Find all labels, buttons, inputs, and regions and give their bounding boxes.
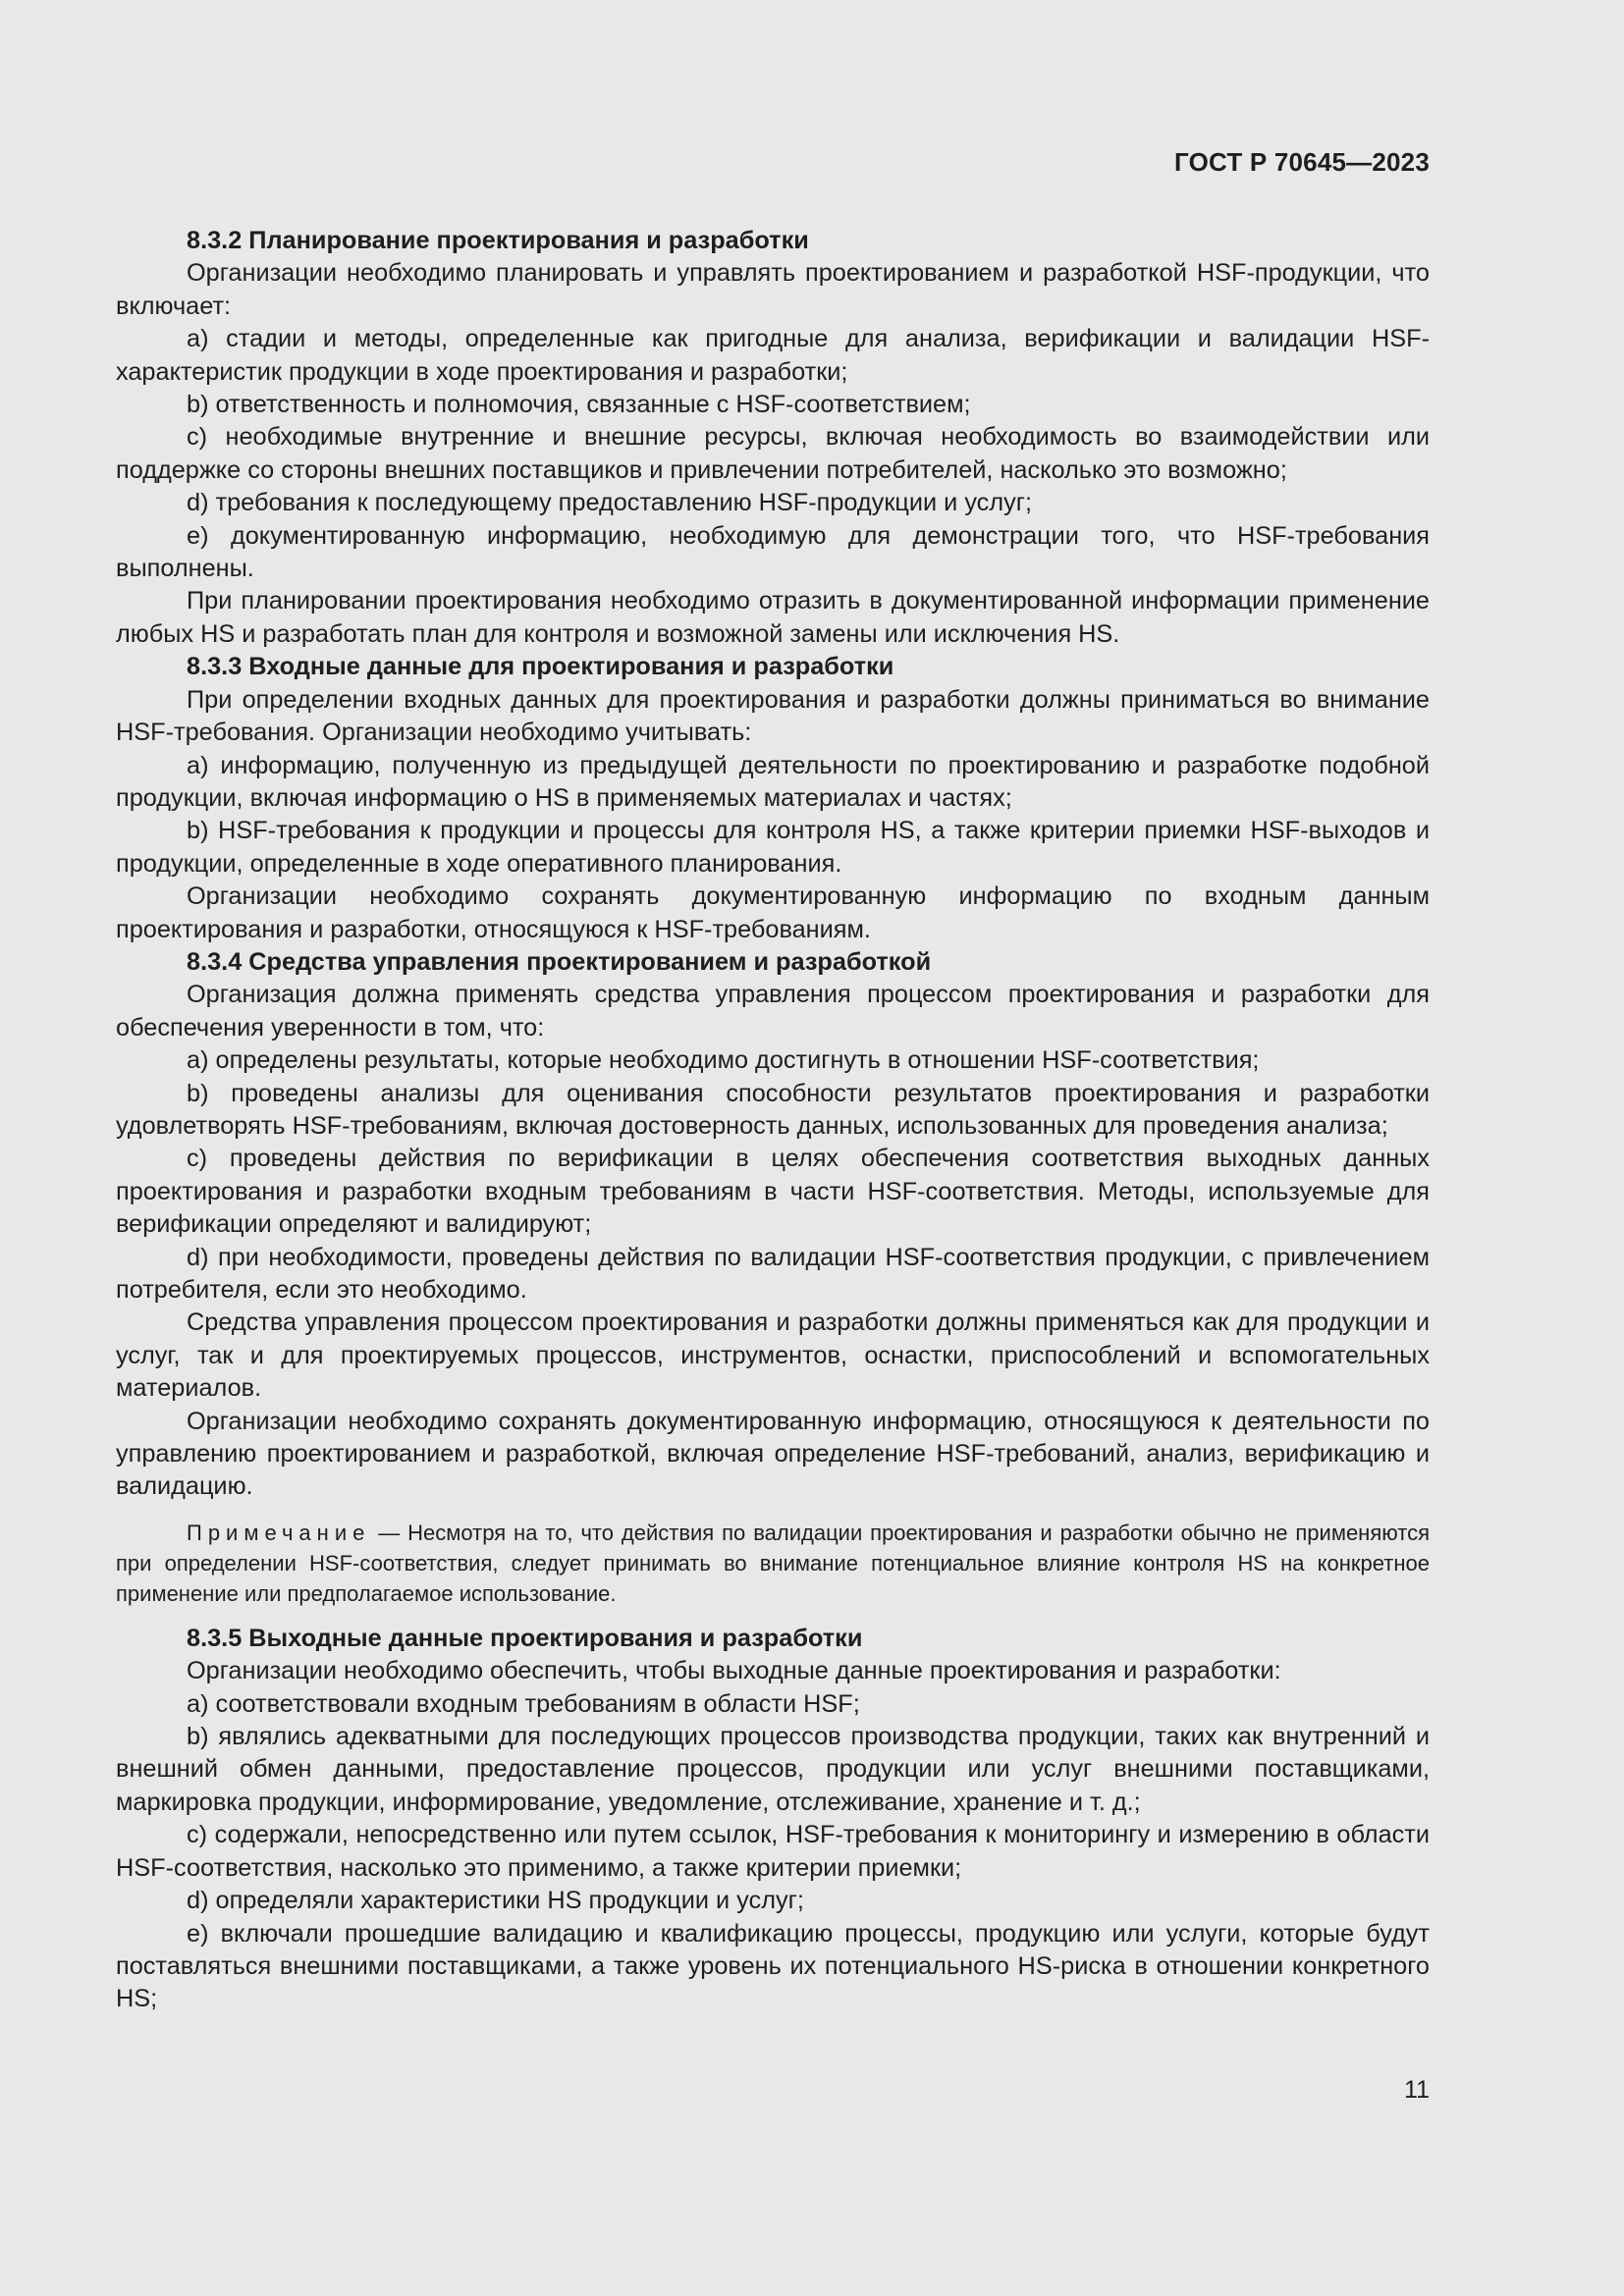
paragraph: a) определены результаты, которые необходимо достигнуть в отношении HSF-соответствия; [187,1046,1260,1075]
section-heading: 8.3.2 Планирование проектирования и разработки [187,227,809,254]
note-label: Примечание [187,1520,371,1545]
paragraph: Организации необходимо сохранять документированную информацию, относящуюся к деятельности по управлению проектированием и разработкой, включая определение HSF-требований, анализ, верификацию и валидацию. [116,1407,1430,1501]
paragraph: Организации необходимо планировать и управлять проектированием и разработкой HSF-продукции, что включает: [116,259,1430,320]
paragraph: a) соответствовали входным требованиям в области HSF; [187,1689,860,1718]
paragraph: Средства управления процессом проектирования и разработки должны применяться как для продукции и услуг, так и для проектируемых процессов, инструментов, оснастки, приспособлений и вспомогательных материалов. [116,1308,1430,1403]
paragraph: b) ответственность и полномочия, связанные с HSF-соответствием; [187,391,971,419]
note-paragraph [116,1518,1430,1609]
paragraph: d) определяли характеристики HS продукции и услуг; [187,1887,804,1915]
paragraph: Организации необходимо обеспечить, чтобы выходные данные проектирования и разработки: [187,1657,1281,1685]
note-text: — Несмотря на то, что действия по валидации проектирования и разработки обычно не применяются при определении HSF-соответствия, следует принимать во внимание потенциальное влияние контроля HS на конкретное применение или предполагаемое использование. [116,1520,1430,1606]
document-header: ГОСТ Р 70645—2023 [1174,147,1430,177]
document-body [116,225,1430,2016]
paragraph: a) информацию, полученную из предыдущей деятельности по проектированию и разработке подобной продукции, включая информацию о HS в применяемых материалах и частях; [116,751,1430,812]
paragraph: a) стадии и методы, определенные как пригодные для анализа, верификации и валидации HSF-характеристик продукции в ходе проектирования и разработки; [116,325,1430,386]
paragraph: d) требования к последующему предоставлению HSF-продукции и услуг; [187,489,1032,517]
paragraph: Организация должна применять средства управления процессом проектирования и разработки для обеспечения уверенности в том, что: [116,981,1430,1041]
paragraph: e) документированную информацию, необходимую для демонстрации того, что HSF-требования выполнены. [116,521,1430,583]
paragraph: Организации необходимо сохранять документированную информацию по входным данным проектирования и разработки, относящуюся к HSF-требованиям. [116,882,1430,943]
paragraph: b) являлись адекватными для последующих процессов производства продукции, таких как внутренний и внешний обмен данными, предоставление процессов, продукции или услуг внешними поставщиками, маркировка продукции, информирование, уведомление, отслеживание, хранение и т. д.; [116,1723,1430,1816]
paragraph: c) проведены действия по верификации в целях обеспечения соответствия выходных данных проектирования и разработки входным требованиям в части HSF-соответствия. Методы, используемые для верификации определяют и валидируют; [116,1145,1430,1239]
paragraph: c) необходимые внутренние и внешние ресурсы, включая необходимость во взаимодействии или поддержке со стороны внешних поставщиков и привлечении потребителей, насколько это возможно; [116,423,1430,484]
paragraph: c) содержали, непосредственно или путем ссылок, HSF-требования к мониторингу и измерению в области HSF-соответствия, насколько это применимо, а также критерии приемки; [116,1821,1430,1882]
paragraph: b) HSF-требования к продукции и процессы для контроля HS, а также критерии приемки HSF-выходов и продукции, определенные в ходе оперативного планирования. [116,817,1430,878]
section-heading: 8.3.3 Входные данные для проектирования и разработки [187,653,894,681]
paragraph: e) включали прошедшие валидацию и квалификацию процессы, продукцию или услуги, которые будут поставляться внешними поставщиками, а также уровень их потенциального HS-риска в отношении конкретного HS; [116,1919,1430,2013]
section-heading: 8.3.4 Средства управления проектированием и разработкой [187,947,932,976]
paragraph: При определении входных данных для проектирования и разработки должны приниматься во внимание HSF-требования. Организации необходимо учитывать: [116,685,1430,747]
paragraph: При планировании проектирования необходимо отразить в документированной информации применение любых HS и разработать план для контроля и возможной замены или исключения HS. [116,587,1430,648]
paragraph: b) проведены анализы для оценивания способности результатов проектирования и разработки удовлетворять HSF-требованиям, включая достоверность данных, использованных для проведения анализа; [116,1079,1430,1140]
paragraph: d) при необходимости, проведены действия по валидации HSF-соответствия продукции, с привлечением потребителя, если это необходимо. [116,1243,1430,1304]
page-number: 11 [1404,2076,1430,2104]
section-heading: 8.3.5 Выходные данные проектирования и разработки [187,1624,863,1652]
